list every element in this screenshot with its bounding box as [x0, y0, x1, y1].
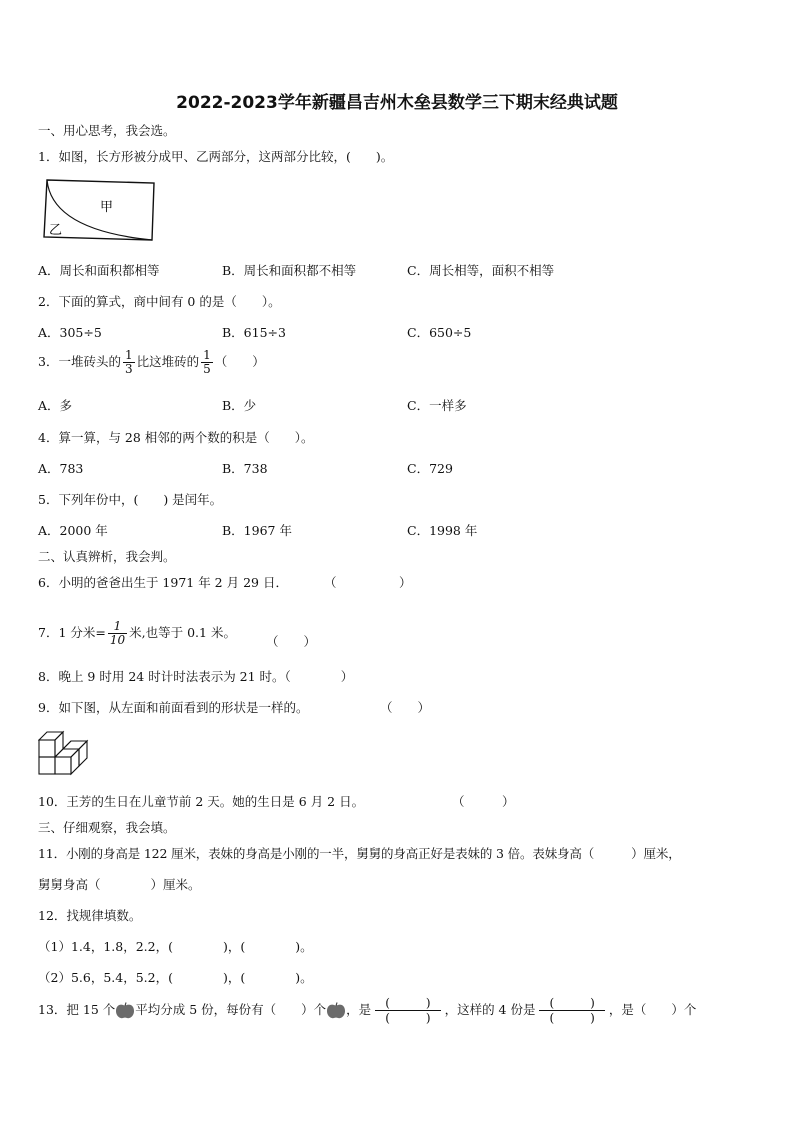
question-11-line-1: 11．小刚的身高是 122 厘米，表妹的身高是小刚的一半，舅舅的身高正好是表妹的 3 倍。表妹身高（ ）厘米，	[38, 846, 681, 861]
cube-stack-figure	[38, 727, 90, 777]
fraction-one-tenth: $\frac{1}{10}$	[109, 619, 126, 647]
q13-fraction-blank-2[interactable]: ( ) ( )	[539, 996, 604, 1025]
q10-answer-paren[interactable]: （ ）	[452, 794, 515, 809]
q5-option-c: C．1998 年	[407, 523, 478, 538]
question-12-sub-2: （2）5.6，5.4，5.2，( )，( )。	[38, 970, 313, 985]
q2-option-a: A．305÷5	[38, 325, 102, 340]
question-11-line-2: 舅舅身高（ ）厘米。	[38, 877, 201, 892]
q4-option-c: C．729	[407, 461, 453, 476]
section-heading-3: 三、仔细观察，我会填。	[38, 820, 176, 835]
q4-option-a: A．783	[38, 461, 84, 476]
q3-mid: 比这堆砖的	[136, 354, 200, 369]
question-9-text: 9．如下图，从左面和前面看到的形状是一样的。	[38, 700, 309, 715]
question-7-text	[38, 620, 236, 647]
q5-option-a: A．2000 年	[38, 523, 108, 538]
q1-option-a: A．周长和面积都相等	[38, 263, 160, 278]
apple-icon	[115, 1002, 135, 1020]
q4-option-b: B．738	[222, 461, 268, 476]
q3-option-b: B．少	[222, 398, 257, 413]
q13-fraction-blank-1[interactable]: ( ) ( )	[375, 996, 440, 1025]
question-5-text: 5．下列年份中，( ) 是闰年。	[38, 492, 223, 507]
q13-pre: 13．把 15 个	[38, 1002, 116, 1017]
q3-pre: 3．一堆砖头的	[38, 354, 121, 369]
q1-option-c: C．周长相等，面积不相等	[407, 263, 555, 278]
question-3-text	[38, 349, 265, 376]
question-8-text: 8．晚上 9 时用 24 时计时法表示为 21 时。（ ）	[38, 669, 354, 684]
question-10-text: 10．王芳的生日在儿童节前 2 天。她的生日是 6 月 2 日。	[38, 794, 365, 809]
q2-option-b: B．615÷3	[222, 325, 286, 340]
q3-option-a: A．多	[38, 398, 73, 413]
q9-answer-paren[interactable]: （ ）	[380, 700, 431, 715]
rectangle-figure	[42, 178, 156, 242]
q2-option-c: C．650÷5	[407, 325, 472, 340]
page-title: 2022-2023学年新疆昌吉州木垒县数学三下期末经典试题	[176, 93, 618, 113]
fraction-one-third: $\frac{1}{3}$	[124, 348, 133, 376]
question-4-text: 4．算一算，与 28 相邻的两个数的积是（ ）。	[38, 430, 314, 445]
question-13-text	[38, 996, 696, 1025]
question-1-text: 1．如图，长方形被分成甲、乙两部分，这两部分比较，( )。	[38, 149, 394, 164]
q5-option-b: B．1967 年	[222, 523, 292, 538]
q7-answer-paren[interactable]: （ ）	[266, 634, 317, 649]
q13-mid3: ，这样的 4 份是	[444, 1002, 536, 1017]
question-12-sub-1: （1）1.4，1.8，2.2，( )，( )。	[38, 939, 313, 954]
q7-post: 米,也等于 0.1 米。	[129, 625, 236, 640]
q6-answer-paren[interactable]: （ ）	[324, 575, 412, 590]
q13-mid1: 平均分成 5 份，每份有（ ）个	[135, 1002, 327, 1017]
question-2-text: 2．下面的算式，商中间有 0 的是（ ）。	[38, 294, 281, 309]
q7-pre: 7．1 分米=	[38, 625, 106, 640]
label-yi: 乙	[49, 223, 63, 238]
q13-post: ，是（ ）个	[608, 1002, 697, 1017]
fraction-one-fifth: $\frac{1}{5}$	[203, 348, 211, 376]
apple-icon	[326, 1002, 346, 1020]
question-6-text: 6．小明的爸爸出生于 1971 年 2 月 29 日．	[38, 575, 288, 590]
q1-option-b: B．周长和面积都不相等	[222, 263, 357, 278]
label-jia: 甲	[100, 200, 114, 215]
section-heading-1: 一、用心思考，我会选。	[38, 123, 176, 138]
q3-option-c: C．一样多	[407, 398, 467, 413]
q13-mid2: ，是	[346, 1002, 372, 1017]
question-12-text: 12．找规律填数。	[38, 908, 142, 923]
section-heading-2: 二、认真辨析，我会判。	[38, 549, 176, 564]
q3-post: （ ）	[214, 354, 265, 369]
